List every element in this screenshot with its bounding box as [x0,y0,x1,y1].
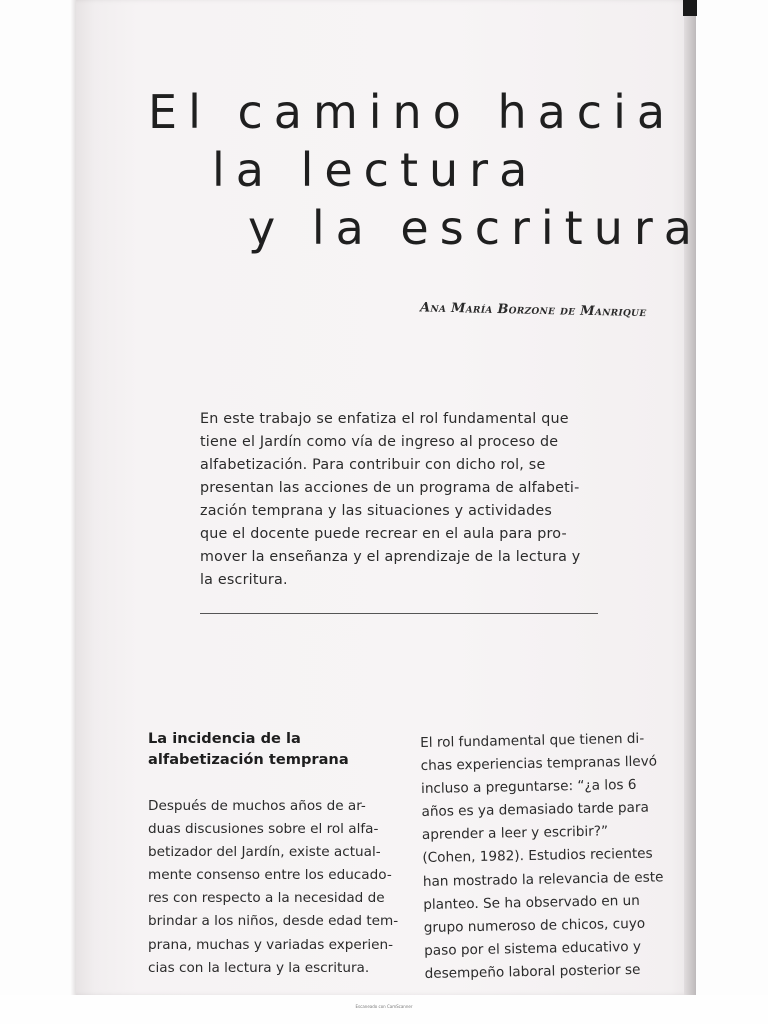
scan-corner-shadow [683,0,697,16]
text-line: El rol fundamental que tienen di- [420,730,645,751]
abstract-divider [200,613,598,614]
scan-bottom-margin [0,995,768,1024]
article-title [148,83,703,257]
abstract-line: alfabetización. Para contribuir con dicho rol, se [200,457,546,473]
text-line: betizador del Jardín, existe actual- [148,844,381,861]
text-line: mente consenso entre los educado- [148,867,392,884]
article-abstract [200,408,618,592]
text-line: cias con la lectura y la escritura. [148,959,370,976]
right-column [420,727,675,986]
text-line: Después de muchos años de ar- [148,798,366,814]
text-line: desempeño laboral posterior se [424,961,641,982]
heading-line: La incidencia de la [148,730,301,747]
heading-line: alfabetización temprana [148,751,349,768]
text-line: aprender a leer y escribir?” [421,823,609,844]
left-paragraph [148,795,398,980]
text-line: años es ya demasiado tarde para [421,799,650,821]
text-line: planteo. Se ha observado en un [423,892,640,913]
text-line: res con respecto a la necesidad de [148,890,385,907]
left-column [148,728,398,980]
abstract-line: la escritura. [200,572,288,588]
abstract-line: zación temprana y las situaciones y actividades [200,503,553,519]
text-line: paso por el sistema educativo y [424,938,642,959]
article-author: Ana María Borzone de Manrique [419,300,647,321]
text-line: brindar a los niños, desde edad tem- [148,913,399,930]
scanner-watermark: Escaneado con CamScanner [355,1004,413,1009]
text-line: (Cohen, 1982). Estudios recientes [422,846,653,867]
title-line: la lectura [212,142,539,197]
abstract-line: mover la enseñanza y el aprendizaje de la lectura y [200,549,581,565]
text-line: incluso a preguntarse: “¿a los 6 [420,777,637,798]
text-line: grupo numeroso de chicos, cuyo [423,915,646,936]
abstract-line: que el docente puede recrear en el aula para pro- [200,526,567,542]
abstract-line: presentan las acciones de un programa de alfabeti- [200,480,580,496]
text-line: chas experiencias tempranas llevó [420,753,658,775]
section-heading [148,728,398,770]
text-line: han mostrado la relevancia de este [422,868,664,890]
abstract-line: En este trabajo se enfatiza el rol fundamental que [200,411,569,427]
title-line: El camino hacia [148,84,677,139]
text-line: duas discusiones sobre el rol alfa- [148,821,379,838]
abstract-line: tiene el Jardín como vía de ingreso al proceso de [200,434,559,450]
right-paragraph [420,727,675,986]
text-line: prana, muchas y variadas experien- [148,936,394,953]
title-line: y la escritura [248,200,703,255]
